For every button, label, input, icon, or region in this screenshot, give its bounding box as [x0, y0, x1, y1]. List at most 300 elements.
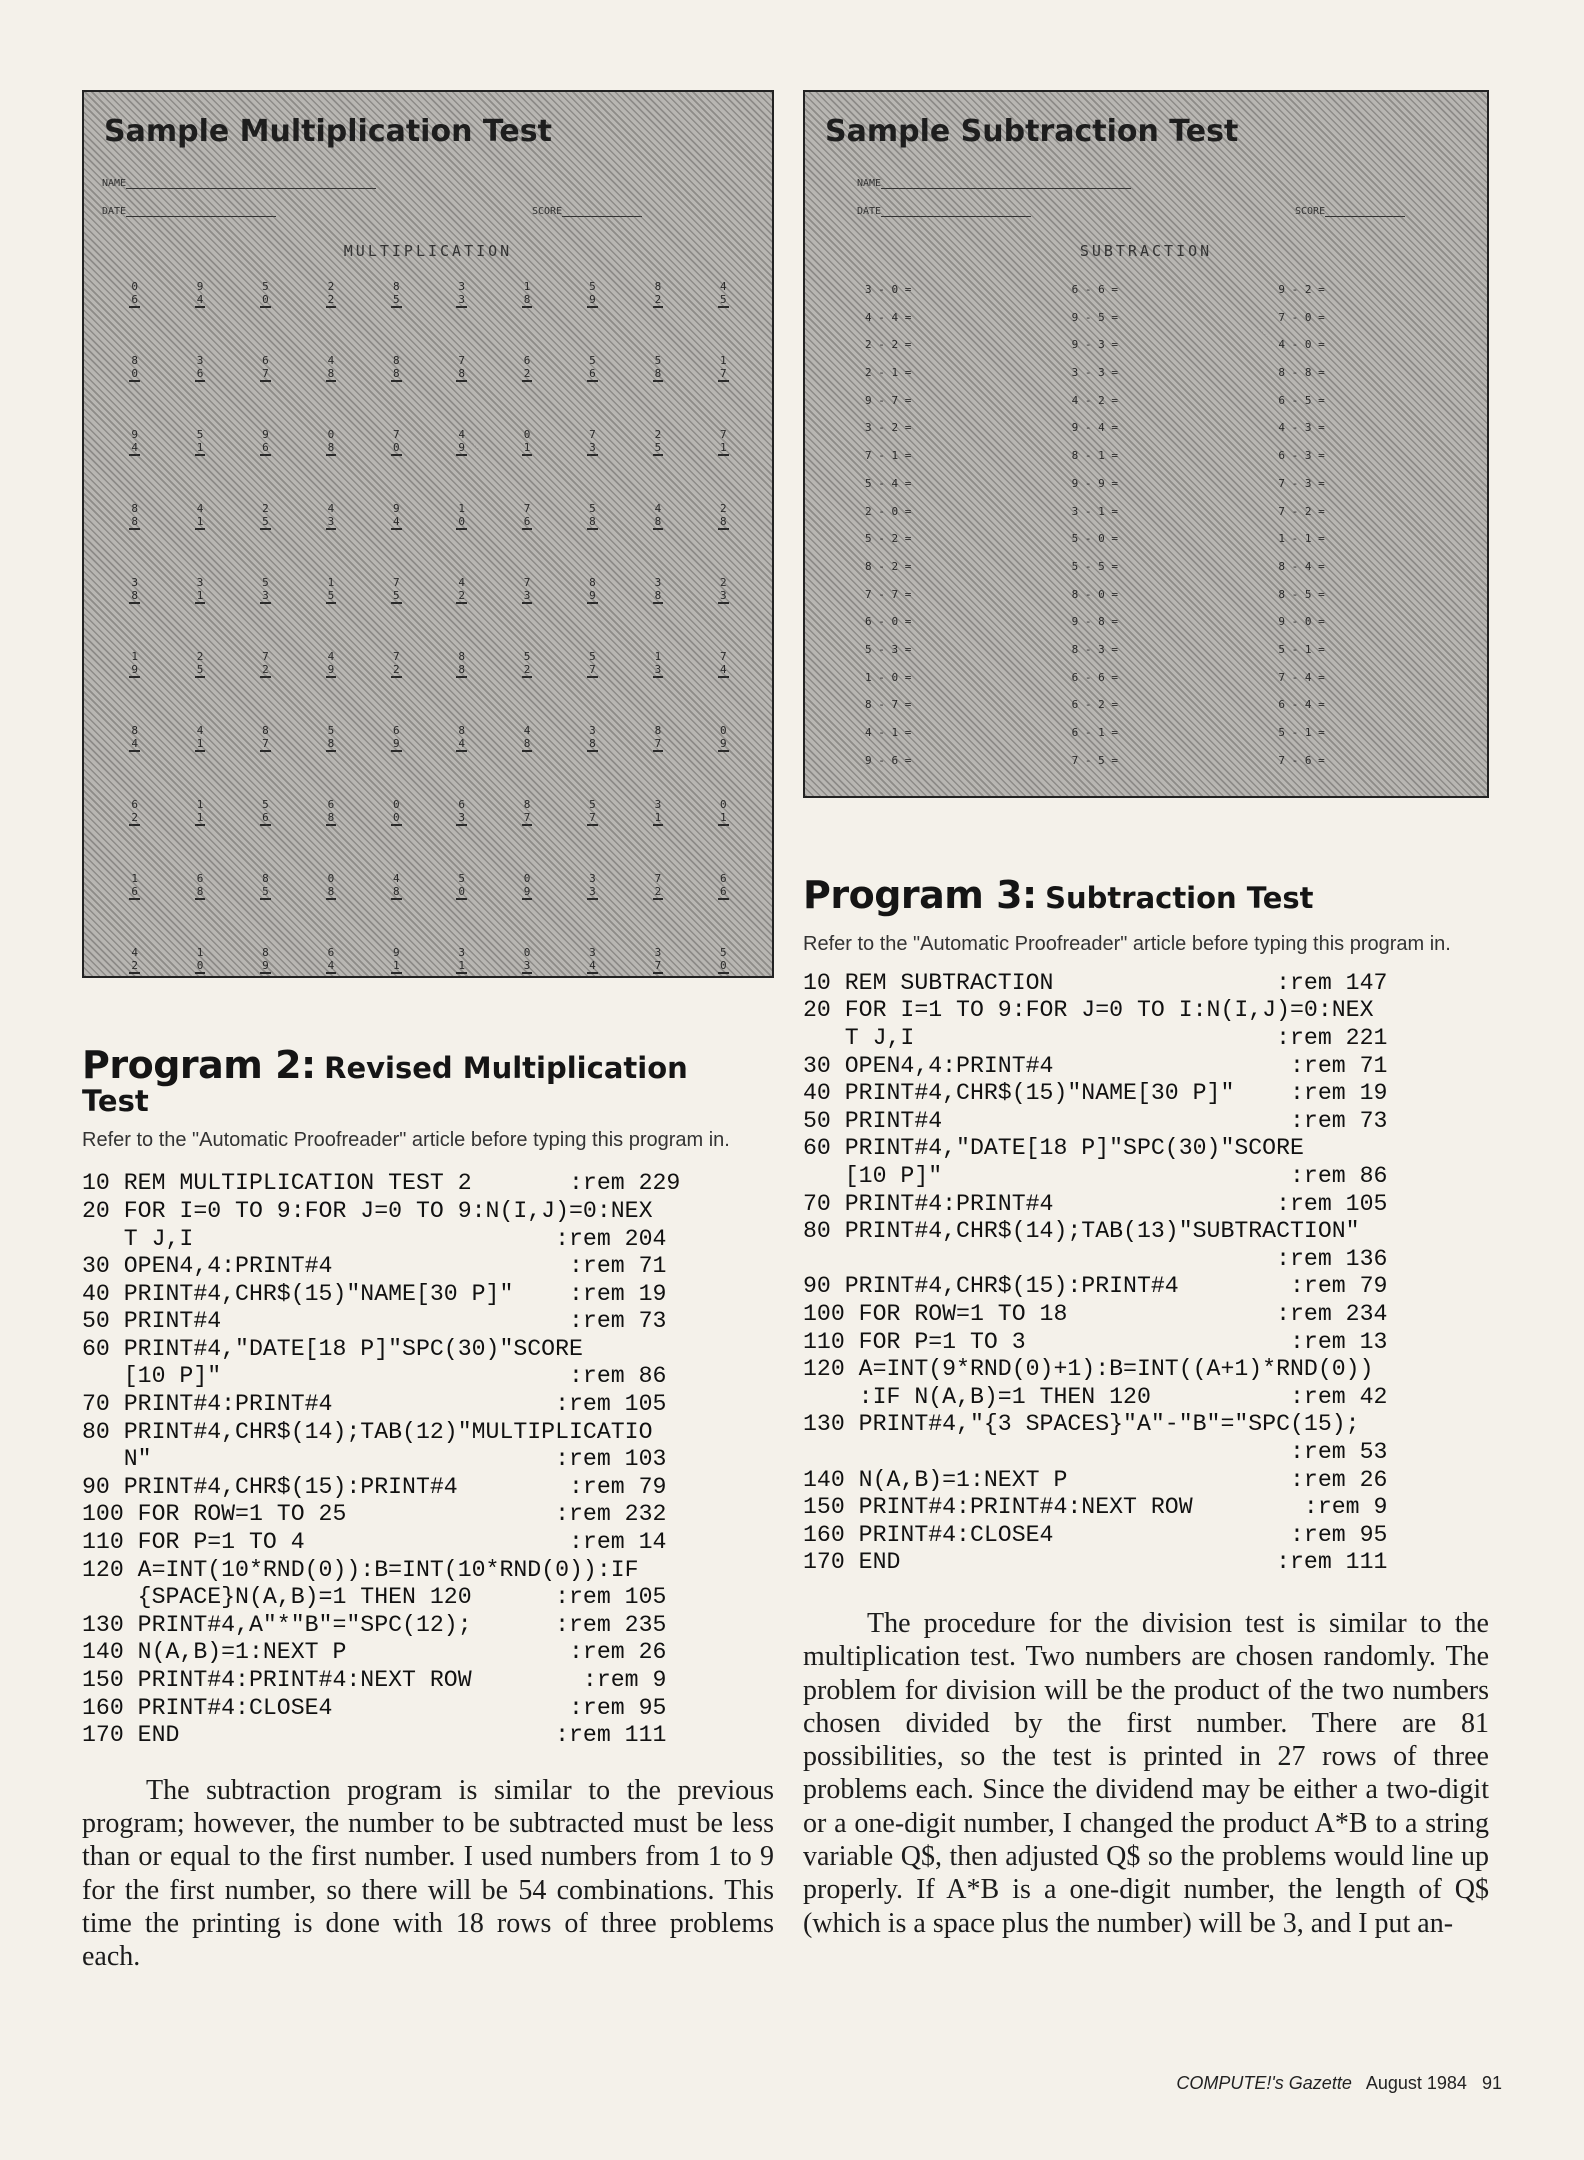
multiplication-problem	[494, 872, 559, 916]
multiplicand: 1	[654, 650, 662, 663]
multiplicand: 4	[196, 502, 204, 515]
multiplicand: 5	[262, 280, 269, 293]
multiplier: 6	[262, 441, 269, 454]
multiplier: 7	[719, 367, 727, 380]
multiplication-problem	[167, 946, 232, 978]
multiplication-problem	[429, 576, 494, 620]
multiplier: 1	[458, 959, 465, 972]
subtraction-problem: 4 - 3 =	[1278, 421, 1325, 435]
multiplication-problem	[494, 280, 559, 324]
subtraction-problem: 5 - 1 =	[1278, 642, 1325, 656]
multiplication-problem	[102, 502, 167, 546]
multiplier: 1	[719, 811, 727, 824]
multiplicand: 9	[131, 428, 138, 441]
multiplicand: 8	[131, 354, 138, 367]
multiplier: 4	[719, 663, 727, 676]
multiplier: 2	[131, 959, 138, 972]
multiplicand: 4	[458, 428, 465, 441]
multiplicand: 8	[458, 650, 465, 663]
program-3-code-line: 10 REM SUBTRACTION :rem 147	[803, 969, 1388, 996]
multiplication-problem	[691, 502, 756, 546]
program-2-code-line: 170 END :rem 111	[82, 1722, 667, 1749]
multiplication-problem	[625, 576, 690, 620]
multiplier: 4	[392, 515, 400, 528]
multiplication-problem	[494, 946, 559, 978]
multiplication-problem	[102, 798, 167, 842]
program-2-code-line: 150 PRINT#4:PRINT#4:NEXT ROW :rem 9	[82, 1667, 667, 1694]
program-2-code-line: 70 PRINT#4:PRINT#4 :rem 105	[82, 1391, 667, 1418]
program-3-section	[803, 873, 1489, 1940]
multiplicand: 4	[327, 354, 335, 367]
subtraction-problem: 9 - 3 =	[1071, 338, 1119, 352]
program-2-code-line: 130 PRINT#4,A"*"B"="SPC(12); :rem 235	[82, 1611, 667, 1638]
multiplication-problem	[233, 724, 298, 768]
multiplication-problem	[233, 576, 298, 620]
subtraction-problem: 2 - 2 =	[865, 338, 912, 352]
multiplicand: 5	[719, 946, 727, 959]
multiplicand: 8	[262, 946, 269, 959]
multiplicand: 4	[654, 502, 662, 515]
multiplicand: 3	[458, 280, 465, 293]
program-3-code-line: 160 PRINT#4:CLOSE4 :rem 95	[803, 1521, 1388, 1548]
multiplicand: 7	[262, 650, 269, 663]
multiplication-problem	[298, 576, 363, 620]
program-2-code-line: 140 N(A,B)=1:NEXT P :rem 26	[82, 1639, 667, 1666]
program-2-code-line: 40 PRINT#4,CHR$(15)"NAME[30 P]" :rem 19	[82, 1280, 667, 1307]
multiplicand: 3	[589, 946, 596, 959]
multiplicand: 1	[196, 946, 204, 959]
multiplier: 3	[262, 589, 269, 602]
multiplicand: 8	[654, 280, 662, 293]
multiplicand: 1	[196, 798, 204, 811]
multiplicand: 8	[458, 724, 465, 737]
program-3-code-line: 70 PRINT#4:PRINT#4 :rem 105	[803, 1190, 1388, 1217]
multiplicand: 3	[589, 724, 596, 737]
subtraction-problem: 5 - 3 =	[865, 642, 912, 656]
subtraction-problem: 5 - 2 =	[865, 532, 912, 546]
multiplicand: 6	[196, 872, 204, 885]
multiplication-problem	[560, 502, 625, 546]
multiplicand: 0	[327, 872, 335, 885]
multiplicand: 0	[523, 872, 531, 885]
subtraction-problem: 3 - 2 =	[865, 421, 912, 435]
multiplicand: 6	[719, 872, 727, 885]
multiplier: 1	[196, 589, 204, 602]
multiplicand: 8	[589, 576, 596, 589]
subtraction-problem: 7 - 4 =	[1278, 670, 1325, 684]
multiplicand: 2	[262, 502, 269, 515]
multiplication-problem	[691, 724, 756, 768]
multiplicand: 5	[589, 650, 596, 663]
subtraction-problem: 8 - 2 =	[865, 559, 912, 573]
multiplier: 6	[262, 811, 269, 824]
multiplication-problem	[364, 798, 429, 842]
program-2-code-line: 110 FOR P=1 TO 4 :rem 14	[82, 1529, 667, 1556]
subtraction-problem: 8 - 0 =	[1071, 587, 1119, 601]
multiplication-problem	[560, 798, 625, 842]
multiplication-problem	[560, 946, 625, 978]
multiplication-problem-grid	[102, 280, 756, 978]
multiplication-problem	[560, 428, 625, 472]
program-3-code-line: 130 PRINT#4,"{3 SPACES}"A"-"B"="SPC(15);	[803, 1411, 1360, 1438]
multiplicand: 7	[719, 428, 727, 441]
program-3-subtitle: Subtraction Test	[1045, 881, 1314, 915]
subtraction-sheet-title: Sample Subtraction Test	[825, 114, 1239, 149]
program-2-code-line: T J,I :rem 204	[82, 1225, 667, 1252]
multiplier: 3	[589, 885, 596, 898]
multiplication-problem	[233, 872, 298, 916]
multiplier: 0	[196, 959, 204, 972]
subtraction-problem: 3 - 3 =	[1071, 366, 1119, 380]
multiplication-problem	[691, 798, 756, 842]
multiplication-problem	[102, 576, 167, 620]
program-3-code-line: 40 PRINT#4,CHR$(15)"NAME[30 P]" :rem 19	[803, 1080, 1388, 1107]
multiplication-problem	[691, 576, 756, 620]
multiplier: 7	[523, 811, 531, 824]
multiplication-problem	[167, 798, 232, 842]
multiplier: 3	[327, 515, 335, 528]
multiplicand: 2	[719, 502, 727, 515]
multiplier: 9	[589, 293, 596, 306]
multiplier: 6	[196, 367, 204, 380]
multiplicand: 6	[131, 798, 138, 811]
multiplication-problem	[298, 872, 363, 916]
multiplication-problem	[560, 724, 625, 768]
multiplicand: 9	[392, 502, 400, 515]
multiplier: 6	[719, 885, 727, 898]
subtraction-problem: 6 - 2 =	[1071, 698, 1119, 712]
multiplication-problem	[233, 946, 298, 978]
multiplication-problem	[494, 576, 559, 620]
multiplication-problem	[560, 354, 625, 398]
multiplier: 8	[327, 367, 335, 380]
program-3-code-line: 30 OPEN4,4:PRINT#4 :rem 71	[803, 1052, 1388, 1079]
multiplication-problem	[429, 354, 494, 398]
score-field	[1295, 206, 1405, 217]
subtraction-problem: 6 - 4 =	[1278, 698, 1325, 712]
program-2-code-line: 100 FOR ROW=1 TO 25 :rem 232	[82, 1501, 667, 1528]
multiplicand: 5	[196, 428, 204, 441]
subtraction-problem: 3 - 1 =	[1071, 504, 1119, 518]
subtraction-problem: 7 - 6 =	[1278, 753, 1325, 767]
subtraction-problem: 7 - 5 =	[1071, 753, 1119, 767]
multiplication-problem	[298, 280, 363, 324]
multiplier: 8	[458, 367, 465, 380]
multiplication-problem	[494, 798, 559, 842]
multiplication-problem	[625, 946, 690, 978]
name-field	[102, 178, 376, 189]
multiplication-problem	[625, 280, 690, 324]
multiplier: 0	[458, 885, 465, 898]
multiplication-problem	[364, 946, 429, 978]
multiplicand: 5	[589, 354, 596, 367]
subtraction-problem: 9 - 5 =	[1071, 310, 1119, 324]
multiplier: 8	[392, 885, 400, 898]
multiplicand: 9	[392, 946, 400, 959]
multiplier: 9	[719, 737, 727, 750]
multiplication-problem	[625, 650, 690, 694]
multiplicand: 0	[131, 280, 138, 293]
program-3-code-line: 140 N(A,B)=1:NEXT P :rem 26	[803, 1466, 1388, 1493]
right-column	[803, 90, 1489, 1940]
subtraction-problem: 6 - 6 =	[1071, 283, 1119, 296]
multiplier: 8	[327, 737, 335, 750]
subtraction-problem: 2 - 0 =	[865, 504, 912, 518]
multiplier: 5	[392, 293, 400, 306]
program-3-code-line: :IF N(A,B)=1 THEN 120 :rem 42	[803, 1383, 1388, 1410]
multiplier: 9	[589, 589, 596, 602]
multiplication-problem	[494, 650, 559, 694]
subtraction-problem: 8 - 4 =	[1278, 559, 1325, 573]
multiplier: 4	[131, 441, 138, 454]
multiplication-problem	[364, 650, 429, 694]
multiplier: 0	[458, 515, 465, 528]
multiplier: 8	[458, 663, 465, 676]
multiplicand: 1	[131, 872, 138, 885]
subtraction-problem: 7 - 1 =	[865, 449, 912, 463]
multiplicand: 5	[327, 724, 335, 737]
program-2-code-line: [10 P]" :rem 86	[82, 1363, 667, 1390]
multiplication-problem	[691, 354, 756, 398]
program-3-code-line: 20 FOR I=1 TO 9:FOR J=0 TO I:N(I,J)=0:NEX	[803, 997, 1374, 1024]
program-2-subtitle: Revised Multiplication	[324, 1051, 688, 1085]
subtraction-problem: 9 - 2 =	[1278, 283, 1325, 296]
multiplicand: 7	[392, 428, 400, 441]
program-3-code-line: 120 A=INT(9*RND(0)+1):B=INT((A+1)*RND(0))	[803, 1356, 1374, 1383]
multiplication-problem	[364, 354, 429, 398]
multiplier: 0	[262, 293, 269, 306]
multiplication-problem	[167, 428, 232, 472]
subtraction-problem: 8 - 3 =	[1071, 642, 1119, 656]
multiplier: 8	[327, 811, 335, 824]
multiplication-problem	[364, 280, 429, 324]
multiplier: 0	[131, 367, 138, 380]
multiplier: 1	[392, 959, 400, 972]
multiplication-problem	[494, 724, 559, 768]
subtraction-problem: 9 - 4 =	[1071, 421, 1119, 435]
program-2-heading	[82, 1043, 774, 1118]
multiplier: 6	[589, 367, 596, 380]
multiplication-problem	[625, 798, 690, 842]
subtraction-problem: 1 - 0 =	[865, 670, 912, 684]
multiplier: 3	[589, 441, 596, 454]
multiplication-problem	[364, 428, 429, 472]
multiplier: 5	[262, 515, 269, 528]
multiplier: 5	[392, 589, 400, 602]
subtraction-problem: 7 - 7 =	[865, 587, 912, 601]
program-2-code-line: 160 PRINT#4:CLOSE4 :rem 95	[82, 1694, 667, 1721]
multiplicand: 8	[392, 354, 400, 367]
program-2-code-line: {SPACE}N(A,B)=1 THEN 120 :rem 105	[82, 1584, 667, 1611]
multiplicand: 3	[654, 798, 662, 811]
multiplication-problem	[233, 354, 298, 398]
multiplication-problem	[364, 724, 429, 768]
subtraction-problem: 7 - 2 =	[1278, 504, 1325, 518]
multiplier: 3	[523, 589, 531, 602]
multiplicand: 0	[719, 724, 727, 737]
multiplier: 4	[131, 737, 138, 750]
multiplication-problem	[429, 798, 494, 842]
program-2-code-line: 50 PRINT#4 :rem 73	[82, 1308, 667, 1335]
multiplicand: 3	[654, 576, 662, 589]
subtraction-problem: 4 - 1 =	[865, 726, 912, 739]
multiplication-problem	[560, 650, 625, 694]
program-2-code-line: 30 OPEN4,4:PRINT#4 :rem 71	[82, 1253, 667, 1280]
multiplicand: 7	[523, 576, 531, 589]
subtraction-sample-sheet	[803, 90, 1489, 798]
program-3-code-line: 60 PRINT#4,"DATE[18 P]"SPC(30)"SCORE	[803, 1135, 1304, 1162]
multiplication-problem	[364, 872, 429, 916]
multiplication-problem	[691, 872, 756, 916]
program-3-code-line: T J,I :rem 221	[803, 1025, 1388, 1052]
multiplication-problem	[233, 428, 298, 472]
multiplier: 7	[589, 663, 596, 676]
multiplication-problem	[233, 650, 298, 694]
program-2-code-line: 80 PRINT#4,CHR$(14);TAB(12)"MULTIPLICATIO	[82, 1418, 653, 1445]
multiplier: 9	[523, 885, 531, 898]
multiplication-problem	[560, 872, 625, 916]
multiplier: 4	[458, 737, 465, 750]
multiplier: 2	[458, 589, 465, 602]
program-3-code-line: 170 END :rem 111	[803, 1549, 1388, 1576]
publication-name: COMPUTE!'s Gazette	[1176, 2073, 1352, 2093]
multiplication-problem	[429, 650, 494, 694]
multiplicand: 4	[327, 502, 335, 515]
multiplier: 5	[654, 441, 662, 454]
multiplier: 2	[262, 663, 269, 676]
multiplier: 1	[719, 441, 727, 454]
subtraction-problem: 3 - 0 =	[865, 283, 912, 296]
multiplication-problem	[691, 946, 756, 978]
subtraction-problem: 6 - 0 =	[865, 615, 912, 629]
multiplier: 5	[262, 885, 269, 898]
subtraction-problem: 7 - 0 =	[1278, 310, 1325, 324]
program-3-code-line: :rem 53	[803, 1438, 1388, 1465]
subtraction-problem-grid	[865, 282, 1485, 769]
date-field	[857, 206, 1031, 217]
multiplication-problem	[167, 650, 232, 694]
subtraction-problem: 8 - 8 =	[1278, 366, 1325, 380]
multiplication-problem	[233, 502, 298, 546]
multiplication-problem	[364, 576, 429, 620]
multiplication-problem	[560, 576, 625, 620]
multiplicand: 6	[458, 798, 465, 811]
multiplication-problem	[298, 946, 363, 978]
multiplier: 8	[392, 367, 400, 380]
multiplicand: 7	[719, 650, 727, 663]
multiplication-problem	[102, 946, 167, 978]
multiplier: 1	[196, 515, 204, 528]
multiplicand: 8	[262, 872, 269, 885]
multiplier: 8	[589, 515, 596, 528]
multiplier: 9	[327, 663, 335, 676]
multiplier: 8	[327, 885, 335, 898]
multiplier: 4	[327, 959, 335, 972]
multiplier: 6	[131, 293, 138, 306]
multiplier: 8	[654, 589, 662, 602]
multiplicand: 0	[327, 428, 335, 441]
multiplication-problem	[167, 724, 232, 768]
multiplication-problem	[298, 724, 363, 768]
multiplicand: 3	[458, 946, 465, 959]
multiplication-problem	[298, 428, 363, 472]
multiplicand: 6	[262, 354, 269, 367]
multiplicand: 2	[719, 576, 727, 589]
multiplicand: 6	[327, 798, 335, 811]
program-3-intro: Refer to the "Automatic Proofreader" article before typing this program in.	[803, 932, 1451, 955]
subtraction-problem: 5 - 0 =	[1071, 532, 1119, 546]
program-2-intro: Refer to the "Automatic Proofreader" article before typing this program in.	[82, 1129, 730, 1152]
program-2-code-line: 120 A=INT(10*RND(0)):B=INT(10*RND(0)):IF	[82, 1556, 639, 1583]
multiplication-problem	[691, 280, 756, 324]
multiplication-problem	[102, 650, 167, 694]
multiplicand: 5	[262, 798, 269, 811]
multiplier: 3	[719, 589, 727, 602]
subtraction-problem: 2 - 1 =	[865, 366, 912, 380]
multiplicand: 7	[589, 428, 596, 441]
subtraction-problem: 7 - 3 =	[1278, 476, 1325, 490]
multiplicand: 3	[131, 576, 138, 589]
multiplicand: 8	[262, 724, 269, 737]
multiplier: 8	[654, 515, 662, 528]
subtraction-problem: 8 - 7 =	[865, 698, 912, 712]
multiplicand: 4	[719, 280, 727, 293]
multiplier: 2	[392, 663, 400, 676]
multiplier: 3	[523, 959, 531, 972]
program-2-code-line: N" :rem 103	[82, 1446, 667, 1473]
multiplicand: 8	[654, 724, 662, 737]
page-number: 91	[1481, 2073, 1502, 2093]
multiplication-problem	[167, 354, 232, 398]
multiplication-problem	[298, 502, 363, 546]
subtraction-problem: 8 - 1 =	[1071, 449, 1119, 463]
multiplication-problem	[167, 280, 232, 324]
date-field	[102, 206, 276, 217]
program-2-code-line: 10 REM MULTIPLICATION TEST 2 :rem 229	[82, 1170, 681, 1197]
multiplier: 3	[458, 811, 465, 824]
multiplier: 2	[327, 293, 335, 306]
multiplicand: 5	[589, 280, 596, 293]
program-3-paragraph: The procedure for the division test is similar to the multiplication test. Two numbers are chosen randomly. The problem for division will be the product of the two numbers chosen divided by the first number. There are 81 possibilities, so the test is printed in 27 rows of three problems each. Since the dividend may be either a two-digit or a one-digit number, I changed the product A*B to a string variable Q$, then adjusted Q$ so the problems would line up properly. If A*B is a one-digit number, the length of Q$ (which is a space plus the number) will be 3, and I put an-	[803, 1607, 1489, 1939]
multiplication-problem	[625, 354, 690, 398]
multiplication-problem	[625, 724, 690, 768]
multiplicand: 0	[719, 798, 727, 811]
score-field	[532, 206, 642, 217]
page-footer	[1176, 2073, 1502, 2094]
subtraction-problem: 9 - 0 =	[1278, 615, 1325, 629]
multiplier: 0	[719, 959, 727, 972]
multiplication-problem	[625, 872, 690, 916]
multiplicand: 0	[392, 798, 400, 811]
multiplicand: 9	[262, 428, 269, 441]
program-2-subtitle-continued: Test	[82, 1083, 149, 1118]
score-label: SCORE	[1295, 206, 1326, 217]
subtraction-problem: 6 - 5 =	[1278, 393, 1325, 407]
program-2-code-line: 60 PRINT#4,"DATE[18 P]"SPC(30)"SCORE	[82, 1335, 583, 1362]
multiplication-problem	[625, 502, 690, 546]
subtraction-problem: 5 - 5 =	[1071, 559, 1119, 573]
multiplication-problem	[298, 354, 363, 398]
multiplicand: 8	[131, 502, 138, 515]
program-3-code-line: 150 PRINT#4:PRINT#4:NEXT ROW :rem 9	[803, 1494, 1388, 1521]
name-field	[857, 178, 1131, 189]
program-3-code-line: 50 PRINT#4 :rem 73	[803, 1107, 1388, 1134]
multiplier: 1	[654, 811, 662, 824]
multiplier: 3	[654, 663, 662, 676]
subtraction-problem: 6 - 3 =	[1278, 449, 1325, 463]
multiplier: 7	[589, 811, 596, 824]
multiplier: 1	[523, 441, 531, 454]
